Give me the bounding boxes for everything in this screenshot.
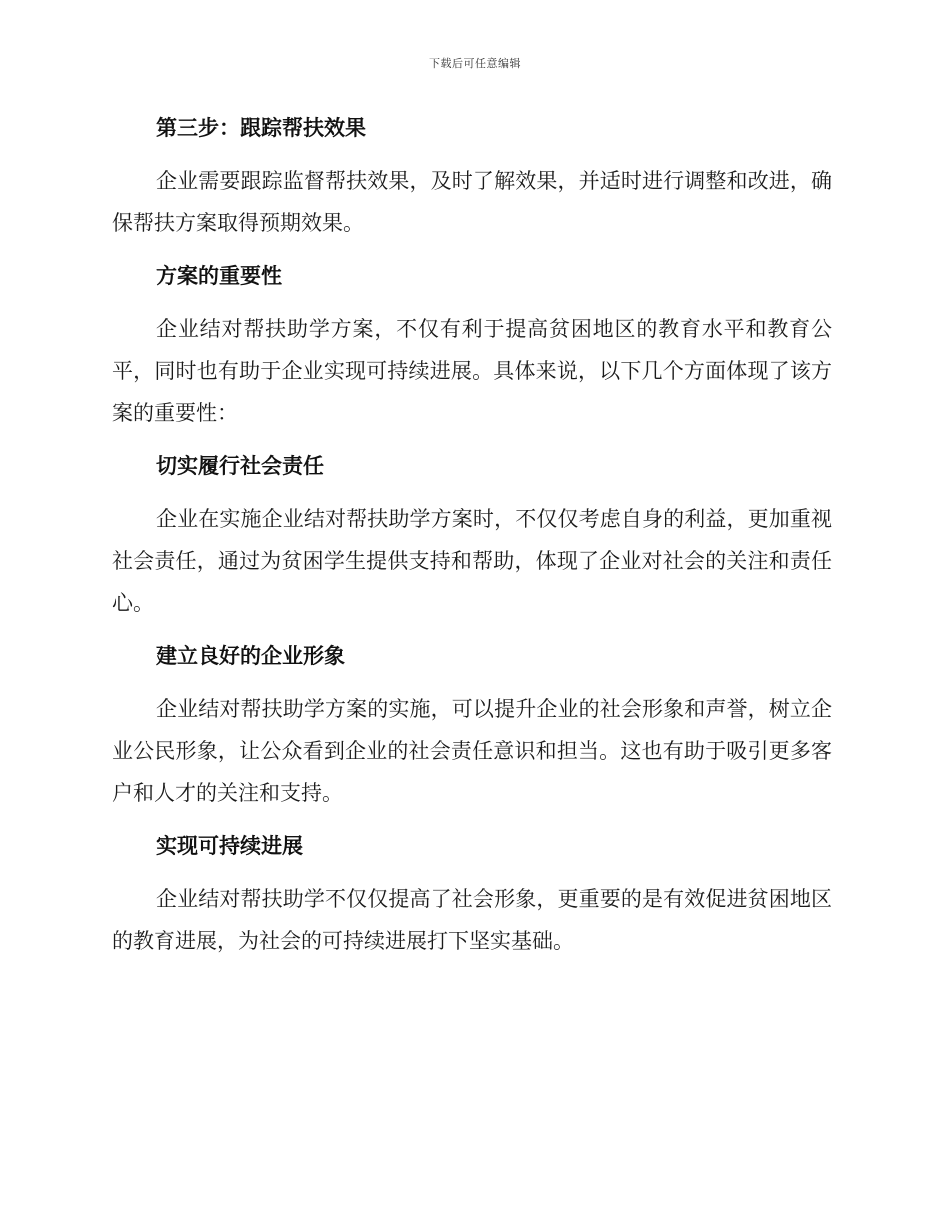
section-paragraph-social-responsibility: 企业在实施企业结对帮扶助学方案时，不仅仅考虑自身的利益，更加重视社会责任，通过为贫困学生提供支持和帮助，体现了企业对社会的关注和责任心。 [112,507,832,615]
section-heading-sustainable-progress: 实现可持续进展 [156,834,303,858]
section-heading-social-responsibility: 切实履行社会责任 [156,454,324,478]
section-heading-importance: 方案的重要性 [156,264,282,288]
section-heading-step3: 第三步：跟踪帮扶效果 [156,116,366,140]
section-paragraph-importance: 企业结对帮扶助学方案，不仅有利于提高贫困地区的教育水平和教育公平，同时也有助于企业实现可持续进展。具体来说，以下几个方面体现了该方案的重要性： [112,317,832,425]
section-paragraph-sustainable-progress: 企业结对帮扶助学不仅仅提高了社会形象，更重要的是有效促进贫困地区的教育进展，为社会的可持续进展打下坚实基础。 [112,887,832,953]
section-paragraph-corporate-image: 企业结对帮扶助学方案的实施，可以提升企业的社会形象和声誉，树立企业公民形象，让公众看到企业的社会责任意识和担当。这也有助于吸引更多客户和人才的关注和支持。 [112,697,832,805]
page-header: 下载后可任意编辑 [429,57,521,70]
section-heading-corporate-image: 建立良好的企业形象 [156,644,345,668]
document-body [112,108,832,974]
section-paragraph-step3: 企业需要跟踪监督帮扶效果，及时了解效果，并适时进行调整和改进，确保帮扶方案取得预期效果。 [112,169,832,235]
